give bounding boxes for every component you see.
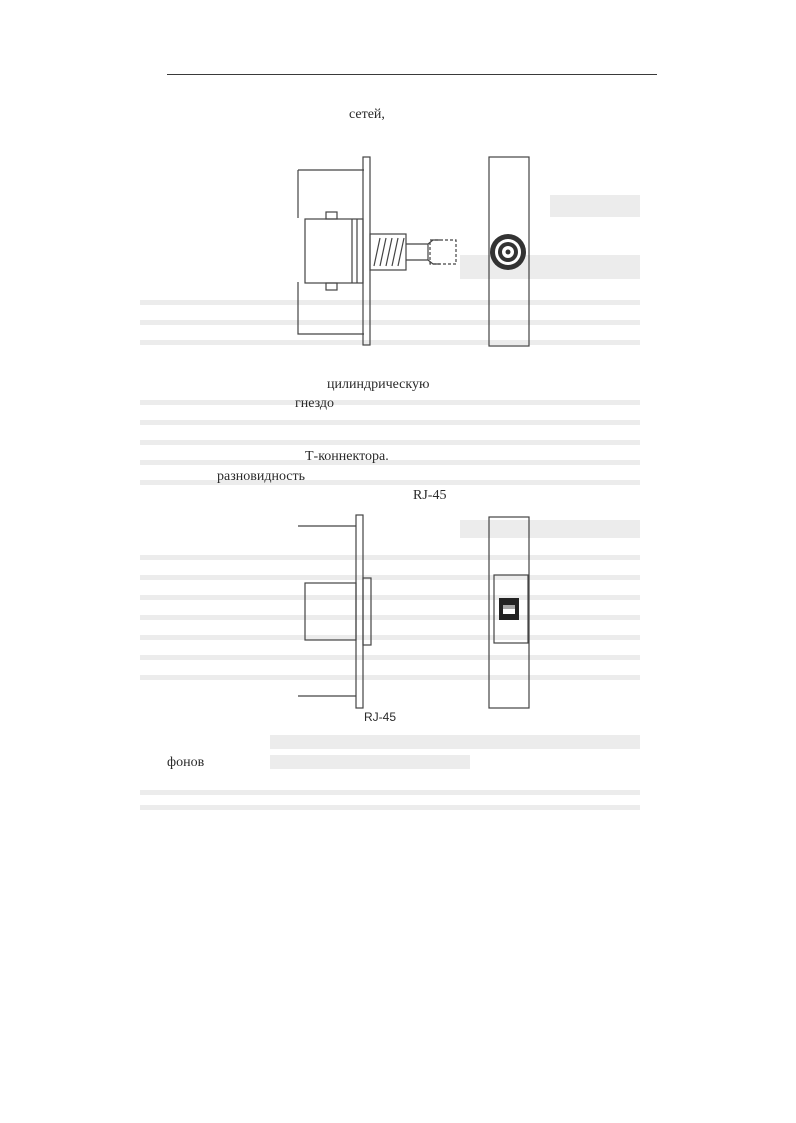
rj45-port-icon (499, 598, 519, 620)
word-networks: сетей, (349, 107, 385, 122)
mount-plate (356, 515, 363, 708)
jack-body (305, 583, 356, 640)
figure-label-rj45: RJ-45 (364, 710, 397, 724)
word-t-connector: Т-коннектора. (305, 449, 389, 464)
cable-outline (298, 526, 356, 696)
word-rj45-top: RJ-45 (413, 488, 447, 503)
word-cylindrical: цилиндрическую (327, 377, 430, 392)
word-variety: разновидность (217, 469, 306, 484)
word-socket: гнездо (295, 396, 335, 411)
word-backgrounds: фонов (167, 755, 205, 770)
jack-face (363, 578, 371, 645)
